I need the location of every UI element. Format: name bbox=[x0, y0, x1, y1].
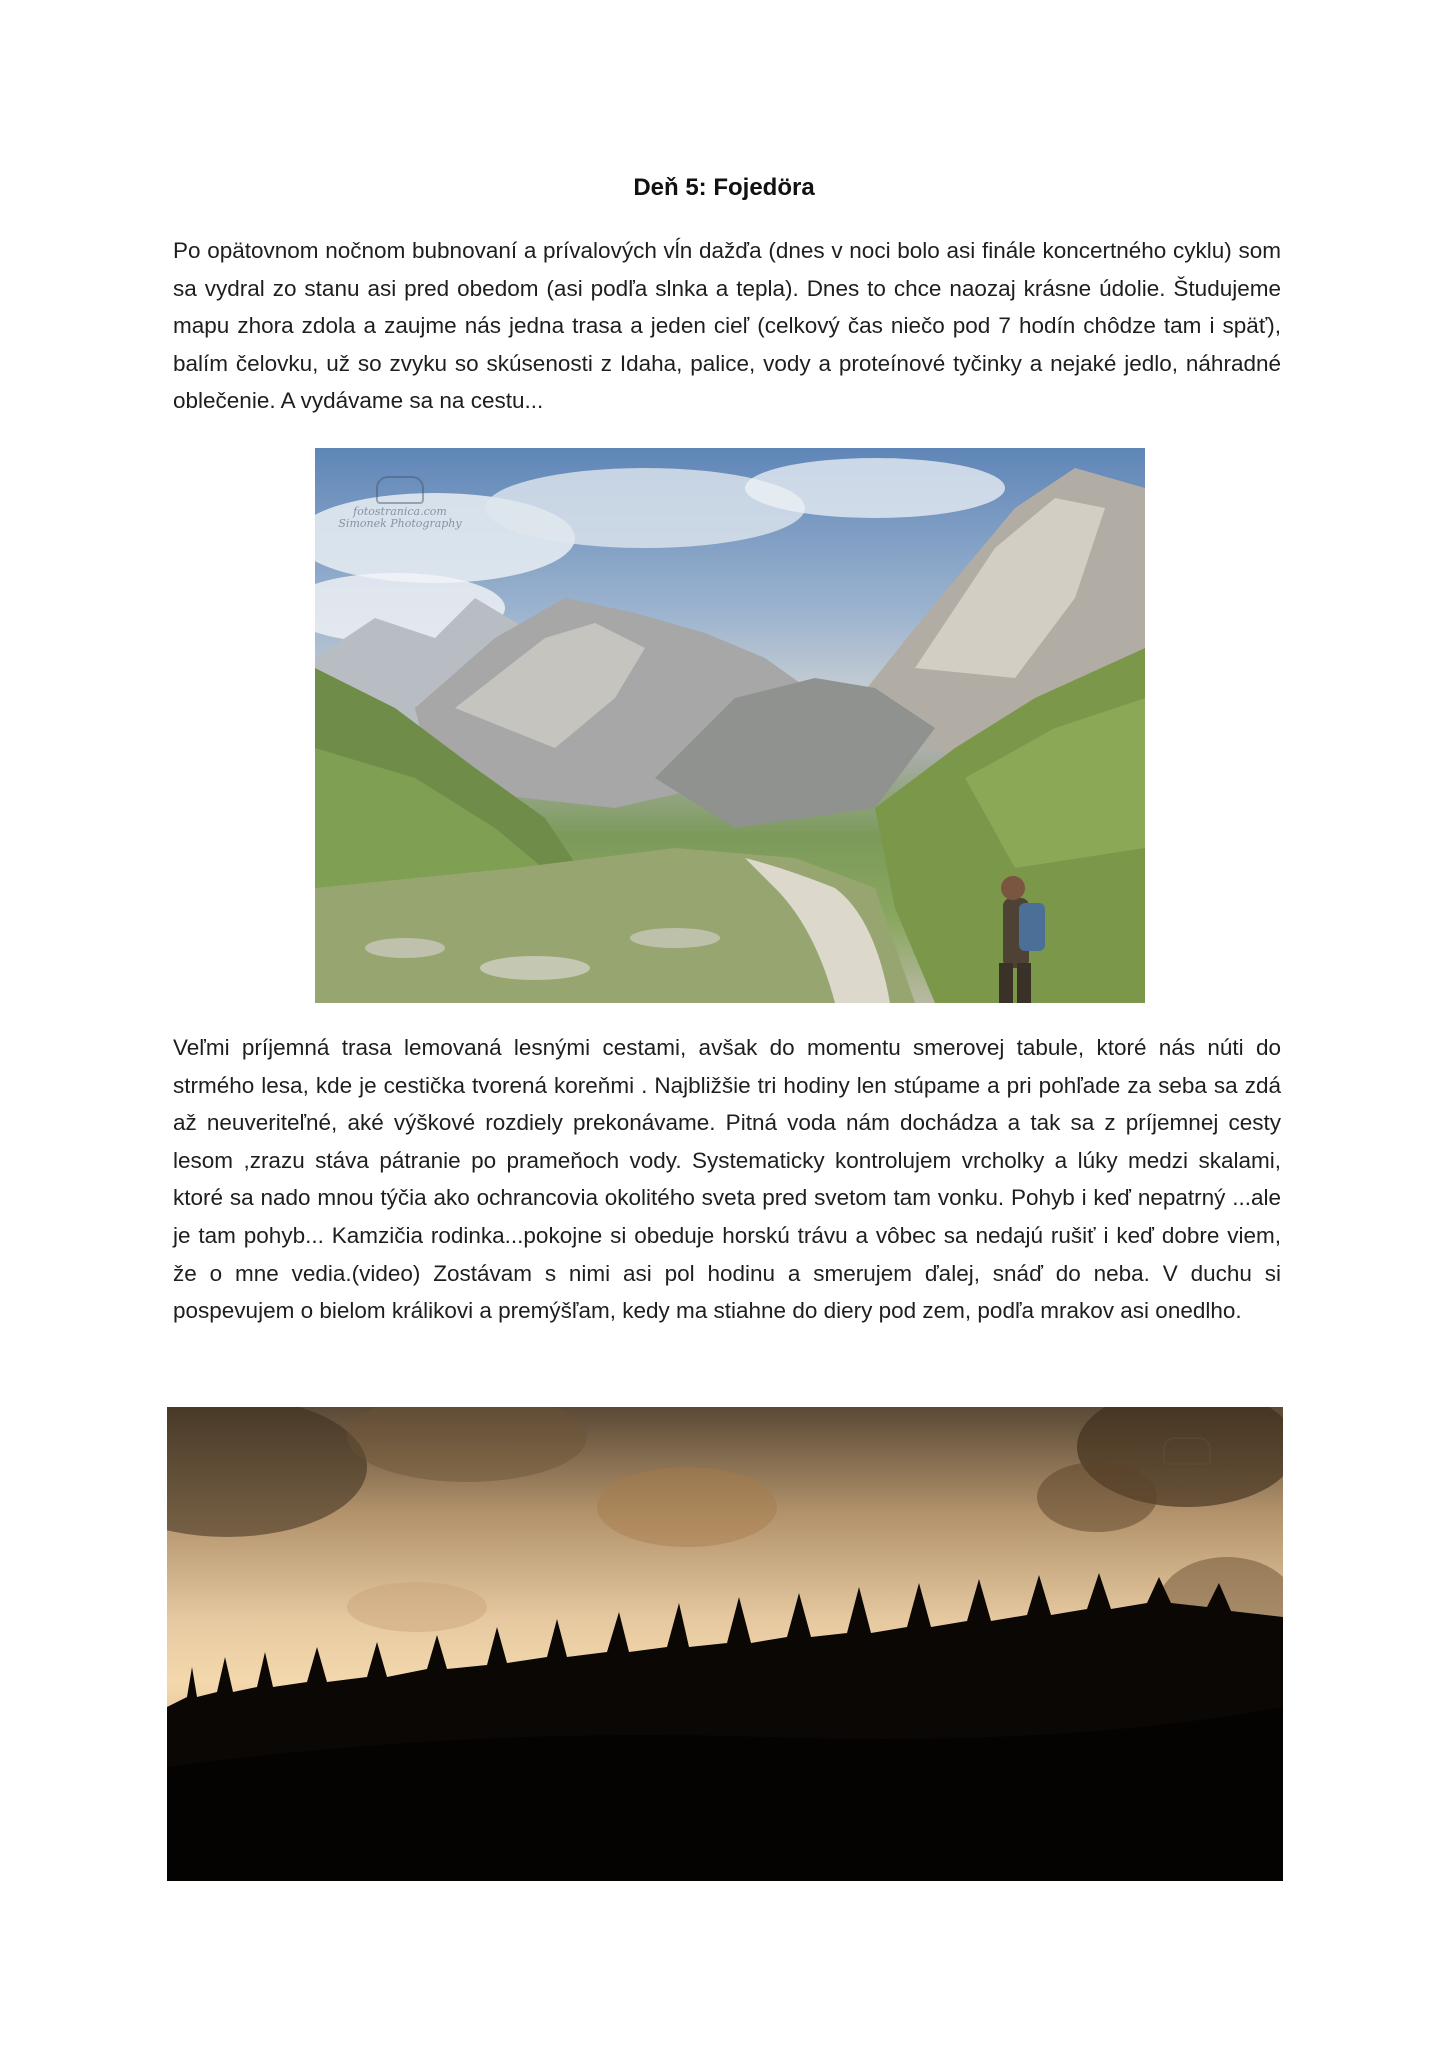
page-title: Deň 5: Fojedöra bbox=[633, 174, 815, 201]
photo1-watermark-line1: fotostranica.com bbox=[353, 505, 447, 518]
mountain-valley-illustration bbox=[315, 448, 1145, 1003]
photo1-watermark-line2: Simonek Photography bbox=[338, 517, 462, 530]
photo2-watermark-line1: fotostranica.com bbox=[1140, 1466, 1234, 1479]
photo2-watermark-line2: Simonek Photography bbox=[1125, 1478, 1249, 1491]
photo2-watermark bbox=[1122, 1437, 1252, 1491]
forest-silhouette-illustration bbox=[167, 1407, 1283, 1881]
mountain-valley-photo bbox=[315, 448, 1145, 1003]
forest-silhouette-photo bbox=[167, 1407, 1283, 1881]
photo1-watermark bbox=[335, 476, 465, 530]
paragraph-intro: Po opätovnom nočnom bubnovaní a prívalových vĺn dažďa (dnes v noci bolo asi finále koncertného cyklu) som sa vydral zo stanu asi pred obedom (asi podľa slnka a tepla). Dnes to chce naozaj krásne údolie. Študujeme mapu zhora zdola a zaujme nás jedna trasa a jeden cieľ (celkový čas niečo pod 7 hodín chôdze tam i späť), balím čelovku, už so zvyku so skúsenosti z Idaha, palice, vody a proteínové tyčinky a nejaké jedlo, náhradné oblečenie. A vydávame sa na cestu... bbox=[173, 238, 1281, 414]
camera-logo-icon bbox=[1163, 1437, 1211, 1465]
paragraph-trail: Veľmi príjemná trasa lemovaná lesnými cestami, avšak do momentu smerovej tabule, ktoré nás núti do strmého lesa, kde je cestička tvorená koreňmi . Najbližšie tri hodiny len stúpame a pri pohľade za seba sa zdá až neuveriteľné, aké výškové rozdiely prekonávame. Pitná voda nám dochádza a tak sa z príjemnej cesty lesom ,zrazu stáva pátranie po prameňoch vody. Systematicky kontrolujem vrcholky a lúky medzi skalami, ktoré sa nado mnou týčia ako ochrancovia okolitého sveta pred svetom tam vonku. Pohyb i keď nepatrný ...ale je tam pohyb... Kamzičia rodinka...pokojne si obeduje horskú trávu a vôbec sa nedajú rušiť i keď dobre viem, že o mne vedia.(video) Zostávam s nimi asi pol hodinu a smerujem ďalej, snáď do neba. V duchu si pospevujem o bielom králikovi a premýšľam, kedy ma stiahne do diery pod zem, podľa mrakov asi onedlho. bbox=[173, 1035, 1281, 1324]
camera-logo-icon bbox=[376, 476, 424, 504]
